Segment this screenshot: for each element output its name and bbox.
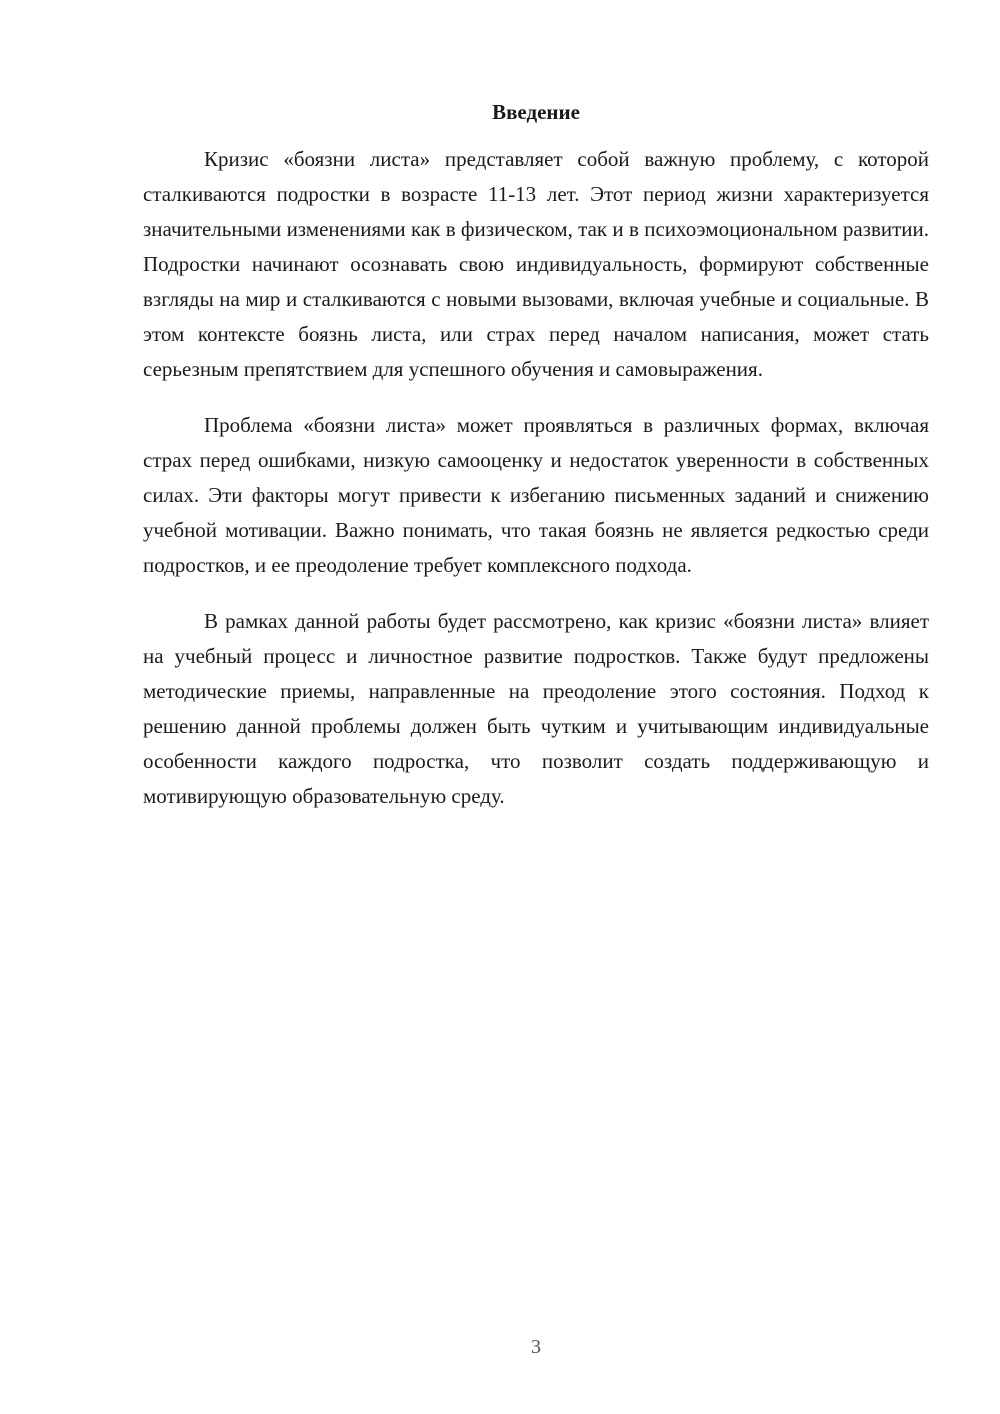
section-heading: Введение: [492, 100, 580, 124]
page-number: 3: [531, 1336, 541, 1358]
paragraph-3: В рамках данной работы будет рассмотрено, как кризис «боязни листа» влияет на учебный процесс и личностное развитие подростков. Также будут предложены методические приемы, направленные на преодоление этого состояния. Подход к решению данной проблемы должен быть чутким и учитывающим индивидуальные особенности каждого подростка, что позволит создать поддерживающую и мотивирующую образовательную среду.: [143, 609, 929, 808]
body-text: [143, 142, 929, 835]
paragraph-2: Проблема «боязни листа» может проявляться в различных формах, включая страх перед ошибками, низкую самооценку и недостаток уверенности в собственных силах. Эти факторы могут привести к избеганию письменных заданий и снижению учебной мотивации. Важно понимать, что такая боязнь не является редкостью среди подростков, и ее преодоление требует комплексного подхода.: [143, 413, 929, 577]
paragraph-1: Кризис «боязни листа» представляет собой важную проблему, с которой сталкиваются подростки в возрасте 11-13 лет. Этот период жизни характеризуется значительными изменениями как в физическом, так и в психоэмоциональном развитии. Подростки начинают осознавать свою индивидуальность, формируют собственные взгляды на мир и сталкиваются с новыми вызовами, включая учебные и социальные. В этом контексте боязнь листа, или страх перед началом написания, может стать серьезным препятствием для успешного обучения и самовыражения.: [143, 147, 929, 381]
